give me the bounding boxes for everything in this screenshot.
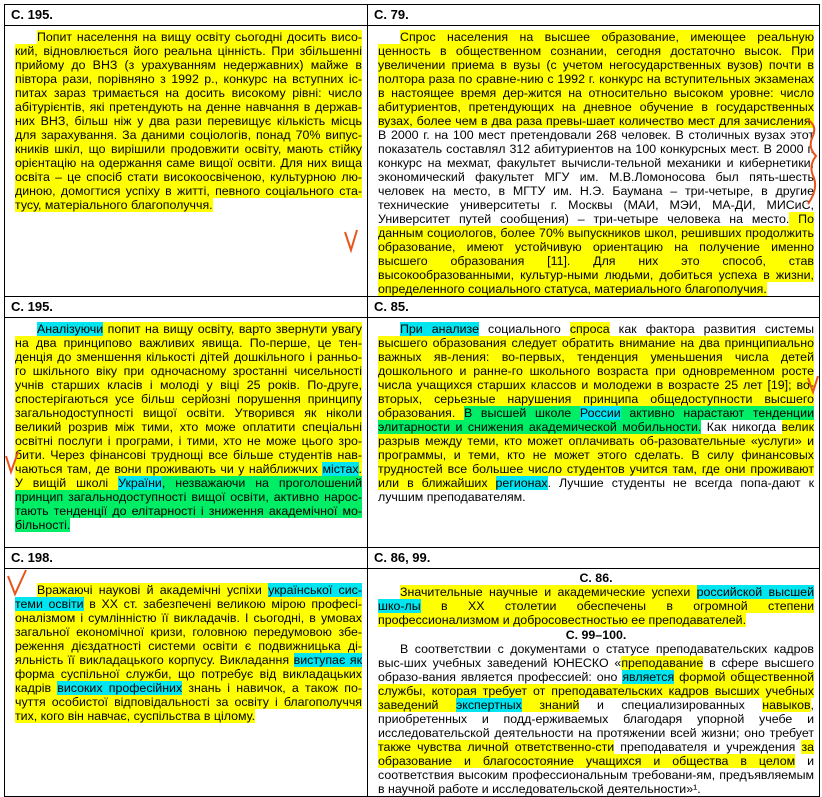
- text-segment: и специализированных: [579, 698, 763, 712]
- text-segment: знань і навичок, а також по-чуття особистої відповідальності за освіту і благополуччя тих, кого він навчає, суспільства в цілому.: [15, 681, 362, 723]
- text-block: [368, 318, 819, 504]
- text-segment: активно нарастают тенденции элитарности и снижения академической мобильности.: [378, 406, 814, 434]
- text-segment: По данным социологов, более 70% выпускников школ, решивших продолжить образование, имеют устойчивую ориентацию на получение именно высшего образования [11]. Для них это способ, став высокообразованными, культур-ными людьми, добиться успеха в жизни, определенного социального статуса, материального благополучия.: [378, 212, 814, 296]
- text-segment: за образование и благосостояние учащихся и общества в целом: [378, 740, 815, 768]
- cell-row1-right: [368, 5, 820, 297]
- text-segment: . Лучшие студенты не всегда попа-дают к лучшим преподавателям.: [378, 476, 814, 504]
- table-row: [5, 297, 820, 548]
- text-segment: является: [622, 670, 675, 684]
- table-row: [5, 5, 820, 297]
- text-segment: спроса: [569, 322, 610, 336]
- text-segment: преподавателя и учреждения: [614, 740, 802, 754]
- text-segment: В соответствии с документами о статусе преподавательских кадров выс-ших учебных заведений ЮНЕСКО «: [378, 642, 814, 670]
- comparison-table: [4, 4, 820, 797]
- text-segment: Вражаючі наукові й академічні успіхи: [37, 583, 269, 597]
- text-segment: В высшей школе: [463, 406, 580, 420]
- page-ref-header: С. 195.: [5, 5, 367, 26]
- text-segment: В 2000 г. на 100 мест претендовали 268 человек. В столичных вузах этот показатель составлял 312 абитуриентов на 100 конкурсных мест. В 2000 г. конкурс на мехмат, факультет вычисли-тельной механики и кибернетики, экономический факультет МГУ им. М.В.Ломоносова был пять-шесть человек на место, в МГТУ им. Н.Э. Баумана – три-четыре, в другие технические университеты г. Москвы (МАИ, МЭИ, МА-ДИ, МИСиС, Университет путей сообщения) – три-четыре человека на место.: [378, 128, 814, 226]
- text-segment: української сис-теми освіти: [15, 583, 362, 611]
- text-segment: велик разрыв между теми, кто может оплачивать об-разовательные «услуги» и программы, и теми, кто не может этого сделать. В силу финансовых трудностей все большее число студентов учится там, где они проживают или в ближайших: [378, 420, 814, 490]
- text-segment: Значительные научные и академические успехи: [400, 585, 697, 599]
- text-segment: знаний: [521, 698, 580, 712]
- page-ref-header: С. 79.: [368, 5, 819, 26]
- text-segment: в сфере высшего образо-вания является профессией: оно: [378, 656, 814, 684]
- page-ref-header: С. 198.: [5, 548, 367, 569]
- text-segment: Викладання: [219, 653, 294, 667]
- text-segment: , приобретенных и подд-ерживаемых благодаря упорной учебе и исследовательской деятельности на протяжении всей жизни; оно требует: [378, 698, 814, 740]
- text-segment: в XX ст. забезпечені великою мірою професі-оналізмом і сумлінністю її викладачів. І сьогодні, в умовах загальної економічної кризи, головною передумовою збе-реження дієздатності системи освіти є подвижницька ді-яльність її викладацького корпусу.: [15, 597, 362, 667]
- cell-row1-left: [5, 5, 368, 297]
- text-segment: также чувства личной ответственно-сти: [378, 740, 615, 754]
- text-segment: високих професійних: [57, 681, 183, 695]
- text-segment: Аналізуючи: [37, 322, 104, 336]
- cell-row3-left: [5, 548, 368, 797]
- text-segment: как фактора развития системы: [609, 322, 815, 336]
- cell-row3-right: [368, 548, 820, 797]
- text-segment: Спрос населения на высшее образование, имеющее реальную ценность в общественном сознании, сегодня достаточно высок. При увеличении приема в вузы (с учетом негосударственных вузов) почти в полтора раза по сравне-нию с 1992 г. конкурс на вступительных экзаменах в настоящее время дер-жится на относительно высоком уровне: число абитуриентов, претендующих на дневное обучение в государственных вузах, более чем в два раза превы-шает количество мест для зачисления.: [378, 30, 814, 128]
- text-segment: и соответствия высоким профессиональным требовани-ям, предъявляемым в научной работе и исследовательской деятельности»¹.: [378, 754, 814, 796]
- cell-row2-left: [5, 297, 368, 548]
- page-ref-header: С. 195.: [5, 297, 367, 318]
- text-segment: формой общественной службы, которая требует от преподавательских кадров высших учебных заведений: [378, 670, 814, 712]
- text-segment: преподавание: [621, 656, 704, 670]
- text-segment: высшего: [378, 336, 428, 350]
- text-segment: форма суспільної служби, що потребує від викладацьких кадрів: [15, 667, 362, 695]
- text-segment: образования следует обратить внимание на два принципиально важных яв-ления: во-первых, тенденция уменьшения числа детей дошкольного и ранне-го школьного возраста при одновременном росте числа учащихся старших классов и молодежи в возрасте 25 лет [19]; во-вторых, серьезные нарушения принципа общедоступности высшего образования.: [378, 336, 814, 420]
- text-segment: России: [579, 406, 621, 420]
- text-block: [5, 569, 367, 723]
- text-block: [5, 26, 367, 212]
- text-segment: навыков: [762, 698, 811, 712]
- text-segment: в XX столетии обеспечены в огромной степени профессионализмом и добросовестностью ее преподавателей.: [378, 599, 814, 627]
- text-segment: российской высшей шко-лы: [378, 585, 814, 613]
- text-segment: , незважаючи на проголошений принцип загальнодоступності вищої освіти, активно нарос-тають тенденції до елітарності і зниження академічної мо-більності.: [15, 476, 362, 532]
- text-block: [5, 318, 367, 532]
- text-segment: виступає як: [293, 653, 362, 667]
- text-segment: містах: [322, 462, 359, 476]
- text-segment: . У вищій школі: [15, 462, 362, 490]
- cell-row2-right: [368, 297, 820, 548]
- text-segment: Попит населення на вищу освіту сьогодні досить висо-кий, відновлюється його реальна цінність. При збільшенні прийому до ВНЗ (з урахуванням недержавних) майже в півтора рази, порівняно з 1992 р., конкурс на вступних іс-питах зараз тримається на досить високому рівні: число абітурієнтів, які претендують на денне навчання в держав-них ВНЗ, більш ніж у два рази перевищує кількість місць для зарахування. За даними соціологів, понад 70% випус-кників шкіл, що вирішили продовжити освіту, мають стійку орієнтацію на одержання саме вищої освіти. Для них вища освіта – це спосіб стати високоосвіченою, культурною лю-диною, домогтися успіху в житті, певного соціального ста-тусу, матеріального благополуччя.: [15, 30, 362, 212]
- text-block: [368, 26, 819, 296]
- text-segment: України: [118, 476, 162, 490]
- text-segment: Как никогда: [701, 420, 782, 434]
- text-block: [368, 585, 819, 627]
- page-ref-header: С. 86, 99.: [368, 548, 819, 569]
- table-row: [5, 548, 820, 797]
- text-segment: регионах: [495, 476, 548, 490]
- sub-page-ref: С. 86.: [579, 571, 613, 585]
- text-segment: экспертных: [455, 698, 522, 712]
- page-ref-header: С. 85.: [368, 297, 819, 318]
- text-segment: При анализе: [400, 322, 479, 336]
- sub-page-ref: С. 99–100.: [565, 628, 627, 642]
- text-segment: социального: [479, 322, 570, 336]
- text-segment: попит на вищу освіту, варто звернути увагу на два принципово важливих явища. По-перше, це тен-денція до зменшення кількості дітей дошкільного і ранньо-го шкільного віку при одночасному зростанні чисельності учнів старших класів і молоді у віці 25 років. По-друге, спостерігаються усе більш серйозні порушення принципу загальнодоступності вищої освіти. Утворився як ніколи великий розрив між тими, хто може оплатити спеціальні освітні послуги і програми, і тими, хто не може цього зро-бити. Через фінансові труднощі все більше студентів нав-чаються там, де вони проживають чи у найближчих: [15, 322, 362, 476]
